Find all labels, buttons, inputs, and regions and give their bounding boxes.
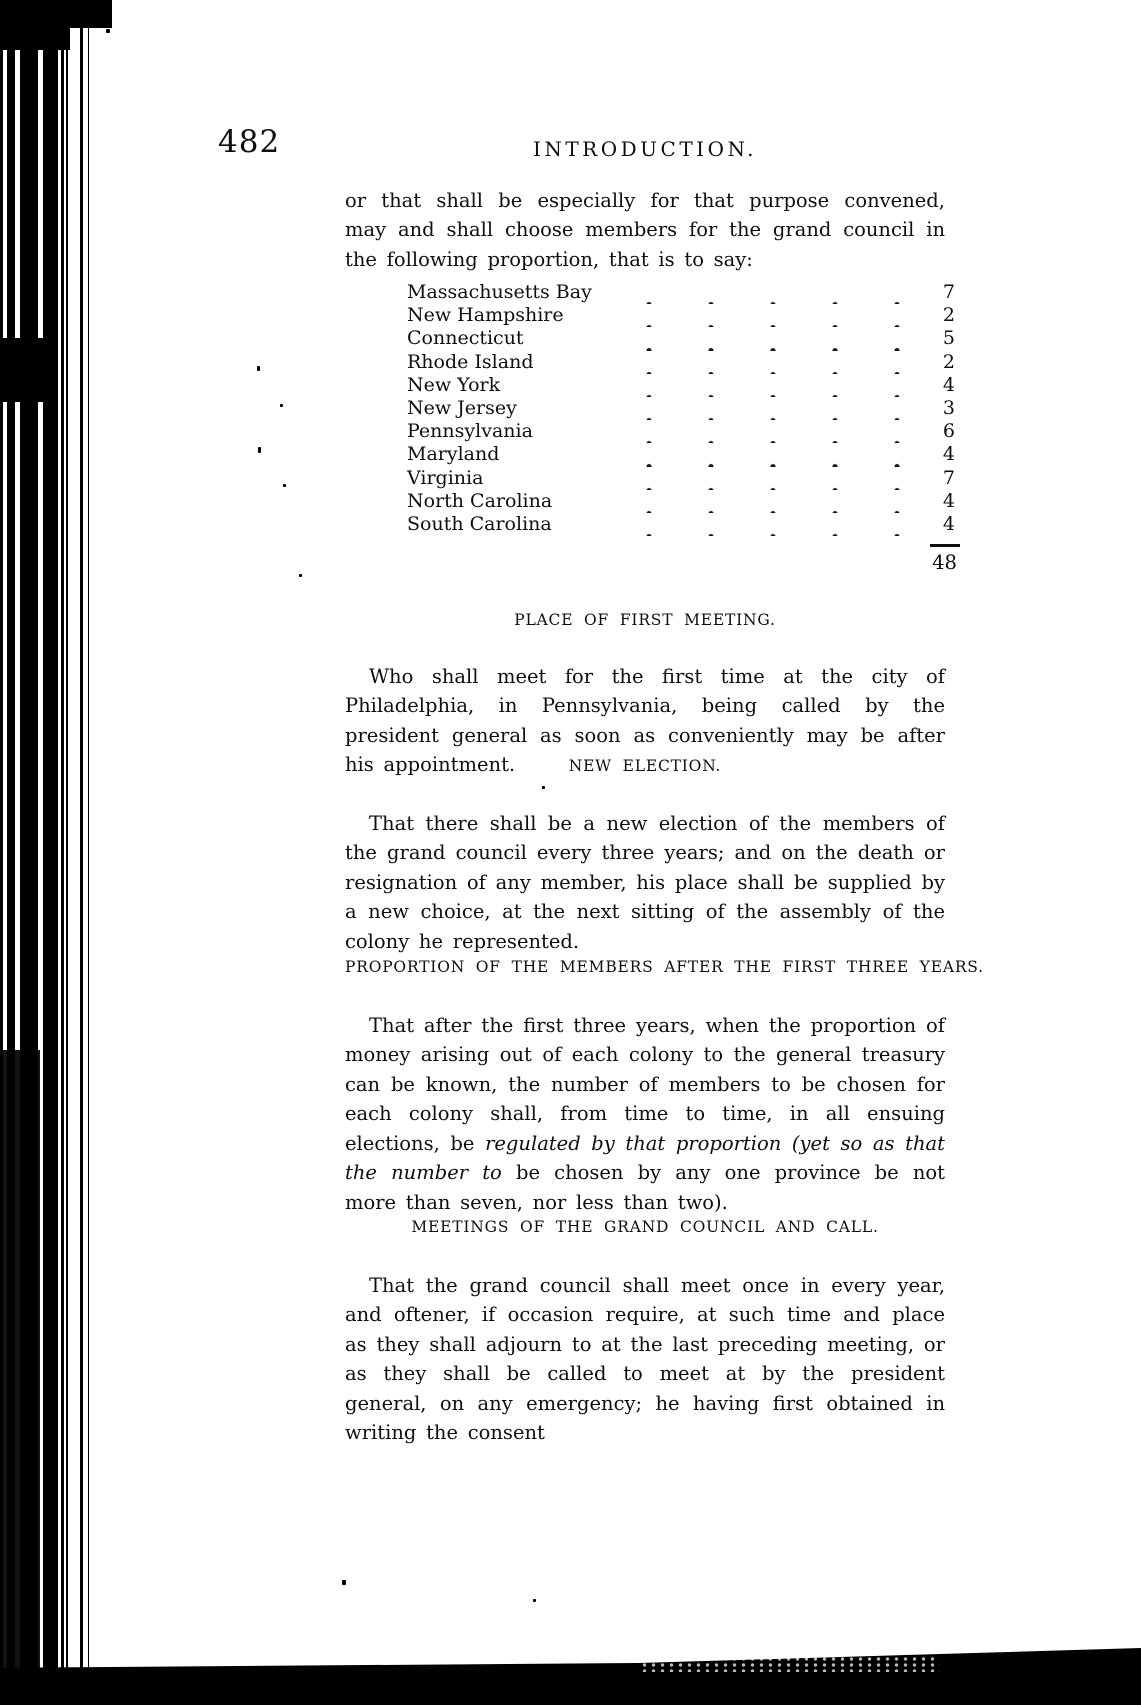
dot-leader	[603, 467, 919, 490]
section-heading-new-election: NEW ELECTION.	[568, 757, 722, 775]
table-row	[407, 374, 955, 397]
dot-leader	[603, 420, 919, 443]
scan-speck	[283, 484, 286, 487]
colony-members-count: 2	[942, 304, 955, 327]
section-heading-proportion-of-members: PROPORTION OF THE MEMBERS AFTER THE FIRST THREE YEARS.	[345, 958, 984, 976]
colony-name: New York	[407, 373, 501, 396]
colony-name: North Carolina	[407, 489, 553, 512]
table-row	[407, 304, 955, 327]
colony-members-count: 7	[942, 281, 955, 303]
paragraph-text: That after the first three years, when the proportion of money arising out of each colony to the general treasury can be known, the number of members to be chosen for each colony shall, from time to time, in all ensuing elections, be	[345, 1013, 945, 1155]
scan-speck	[299, 574, 302, 577]
table-row	[407, 351, 955, 374]
dot-leader	[603, 513, 919, 536]
table-row	[407, 420, 955, 443]
total-members-count: 48	[932, 551, 957, 574]
table-row	[407, 513, 955, 536]
dot-leader	[603, 351, 919, 374]
colony-members-count: 5	[942, 327, 955, 350]
colony-name: Maryland	[407, 443, 500, 466]
scan-speck	[258, 447, 261, 453]
section-paragraph	[345, 1011, 945, 1218]
paragraph-italic-text: regulated by that proportion (yet so as that the number to	[345, 1131, 945, 1184]
scan-speck	[280, 404, 283, 407]
colony-members-count: 7	[942, 466, 955, 489]
colony-members-count: 4	[942, 512, 955, 535]
dot-leader	[603, 374, 919, 397]
scan-bottom-bar	[0, 1645, 1141, 1705]
colony-members-count: 4	[942, 489, 955, 512]
section-paragraph: Who shall meet for the first time at the city of Philadelphia, in Pennsylvania, being called by the president general as soon as conveniently may be after his appointment.	[345, 664, 945, 776]
dot-leader	[603, 327, 919, 350]
table-row	[407, 443, 955, 466]
table-total	[916, 544, 964, 574]
sum-rule	[930, 544, 960, 547]
intro-paragraph: or that shall be especially for that purpose convened, may and shall choose members for the grand council in the following proportion, that is to say:	[345, 188, 945, 271]
colony-members-count: 6	[942, 420, 955, 443]
dot-leader	[603, 443, 919, 466]
table-row	[407, 490, 955, 513]
colony-name: New Hampshire	[407, 304, 564, 327]
colony-name: Rhode Island	[407, 350, 534, 373]
colony-members-count: 2	[942, 350, 955, 373]
dot-leader	[603, 304, 919, 327]
table-row	[407, 327, 955, 350]
colony-name: Connecticut	[407, 327, 524, 350]
colony-members-count: 3	[942, 396, 955, 419]
dot-leader	[603, 281, 919, 304]
page-number: 482	[218, 124, 281, 160]
colony-name: South Carolina	[407, 512, 552, 535]
section-heading-meetings-of-grand-council: MEETINGS OF THE GRAND COUNCIL AND CALL.	[411, 1218, 879, 1236]
scan-speck	[342, 1580, 346, 1585]
paragraph-text: be chosen by any one province be not more than seven, nor less than two).	[345, 1161, 945, 1214]
colony-name: Pennsylvania	[407, 420, 533, 443]
colony-name: Massachusetts Bay	[407, 281, 592, 303]
section-paragraph: That the grand council shall meet once in every year, and oftener, if occasion require, at such time and place as they shall adjourn to at the last preceding meeting, or as they shall be called to meet at by the president general, on any emergency; he having first obtained in writing the consent	[345, 1273, 945, 1444]
section-heading-place-of-first-meeting: PLACE OF FIRST MEETING.	[514, 611, 776, 629]
colony-members-count: 4	[942, 373, 955, 396]
scan-speck	[257, 366, 260, 371]
colony-name: Virginia	[407, 466, 484, 489]
dot-leader	[603, 397, 919, 420]
colony-name: New Jersey	[407, 396, 517, 419]
section-paragraph: That there shall be a new election of the members of the grand council every three years; and on the death or resignation of any member, his place shall be supplied by a new choice, at the next sitting of the assembly of the colony he represented.	[345, 811, 945, 953]
apportionment-table	[407, 281, 955, 536]
scan-ink-blob	[0, 338, 44, 402]
scan-ink-block	[0, 0, 70, 50]
table-row	[407, 281, 955, 304]
scan-speck	[542, 786, 545, 789]
dot-leader	[603, 490, 919, 513]
scan-ink-blob	[0, 1050, 40, 1670]
scan-speck	[533, 1599, 536, 1602]
table-row	[407, 397, 955, 420]
running-head: INTRODUCTION.	[532, 137, 758, 161]
scan-speck	[106, 29, 110, 33]
colony-members-count: 4	[942, 443, 955, 466]
scan-noise	[640, 1656, 940, 1672]
table-row	[407, 467, 955, 490]
